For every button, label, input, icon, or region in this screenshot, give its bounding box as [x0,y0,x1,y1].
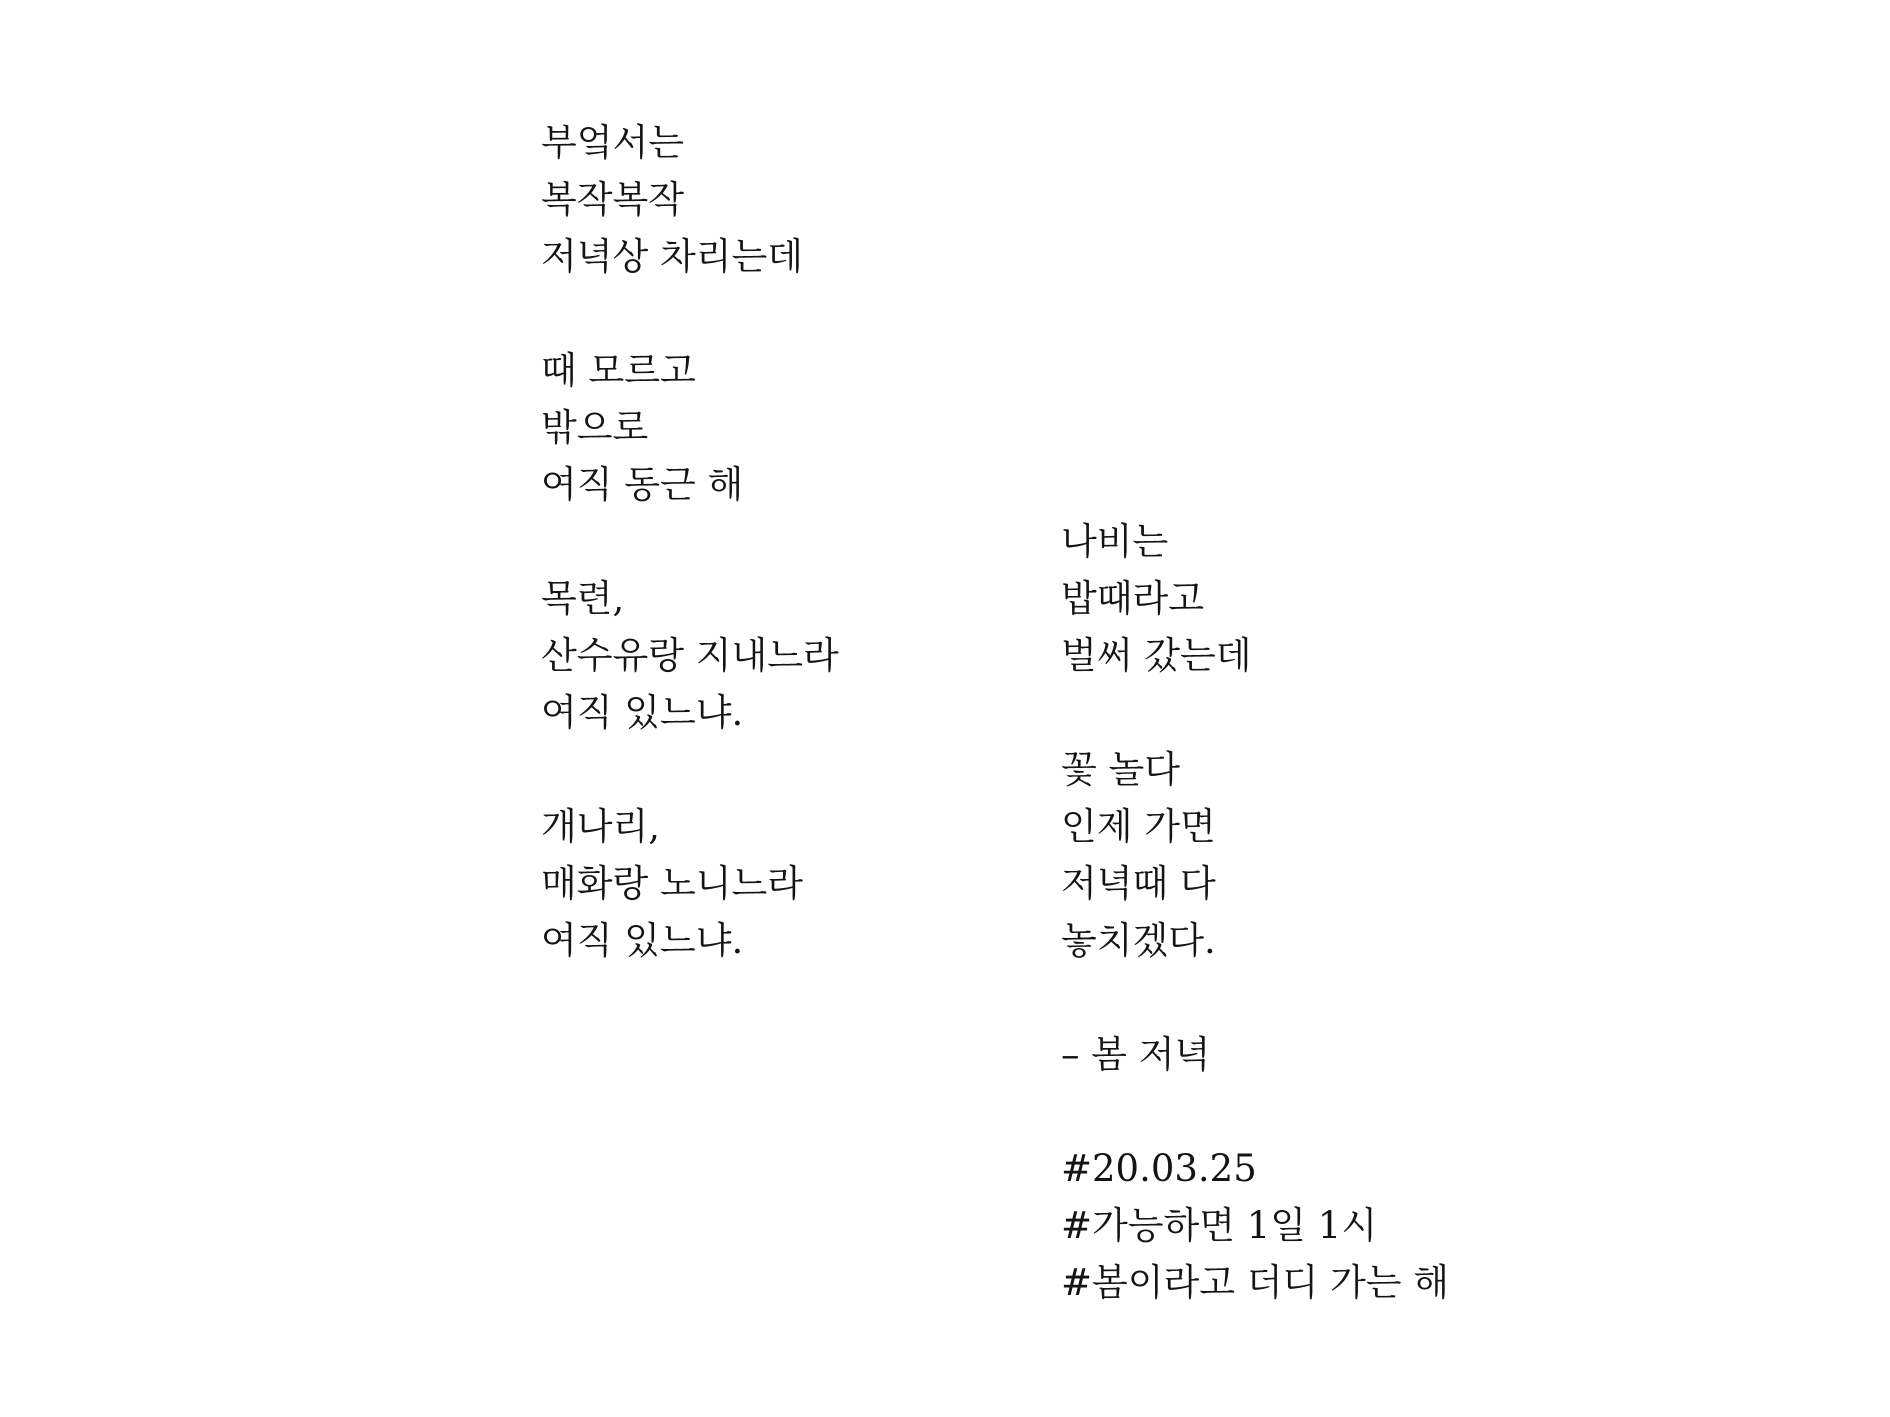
poem-line: 꽃 놀다 [1061,748,1180,791]
stanza-6 [1061,741,1449,969]
poem-line: 인제 가면 [1061,805,1216,848]
hashtag-line: #봄이라고 더디 가는 해 [1061,1261,1449,1304]
hashtag-date-line: #20.03.25 [1061,1147,1257,1190]
poem-line: 복작복작 [541,178,684,221]
poem-line: 저녁때 다 [1061,862,1216,905]
poem-line: 여직 동근 해 [541,463,744,506]
poem-signature [1061,1026,1449,1083]
poem-line: 벌써 갔는데 [1061,634,1252,677]
poem-line: 개나리, [541,805,660,848]
poem-line: 매화랑 노니느라 [541,862,803,905]
poem-line: 여직 있느냐. [541,691,744,734]
poem-column-left [541,114,839,969]
poem-line: 저녁상 차리는데 [541,235,803,278]
stanza-2 [541,342,839,513]
poem-line: 부엌서는 [541,121,684,164]
stanza-4 [541,798,839,969]
poem-line: 여직 있느냐. [541,919,744,962]
poem-line: 나비는 [1061,520,1169,563]
poem-line: 목련, [541,577,625,620]
poem-line: 산수유랑 지내느라 [541,634,839,677]
poem-line: 밖으로 [541,406,649,449]
stanza-1 [541,114,839,285]
poem-line: 밥때라고 [1061,577,1204,620]
stanza-5 [1061,513,1449,684]
poem-line: 놓치겠다. [1061,919,1216,962]
poem-column-right [1061,513,1449,1311]
poem-line: 때 모르고 [541,349,696,392]
hashtag-line: #가능하면 1일 1시 [1061,1204,1378,1247]
hashtag-block [1061,1140,1449,1311]
poem-title-line: – 봄 저녁 [1061,1033,1211,1076]
stanza-3 [541,570,839,741]
